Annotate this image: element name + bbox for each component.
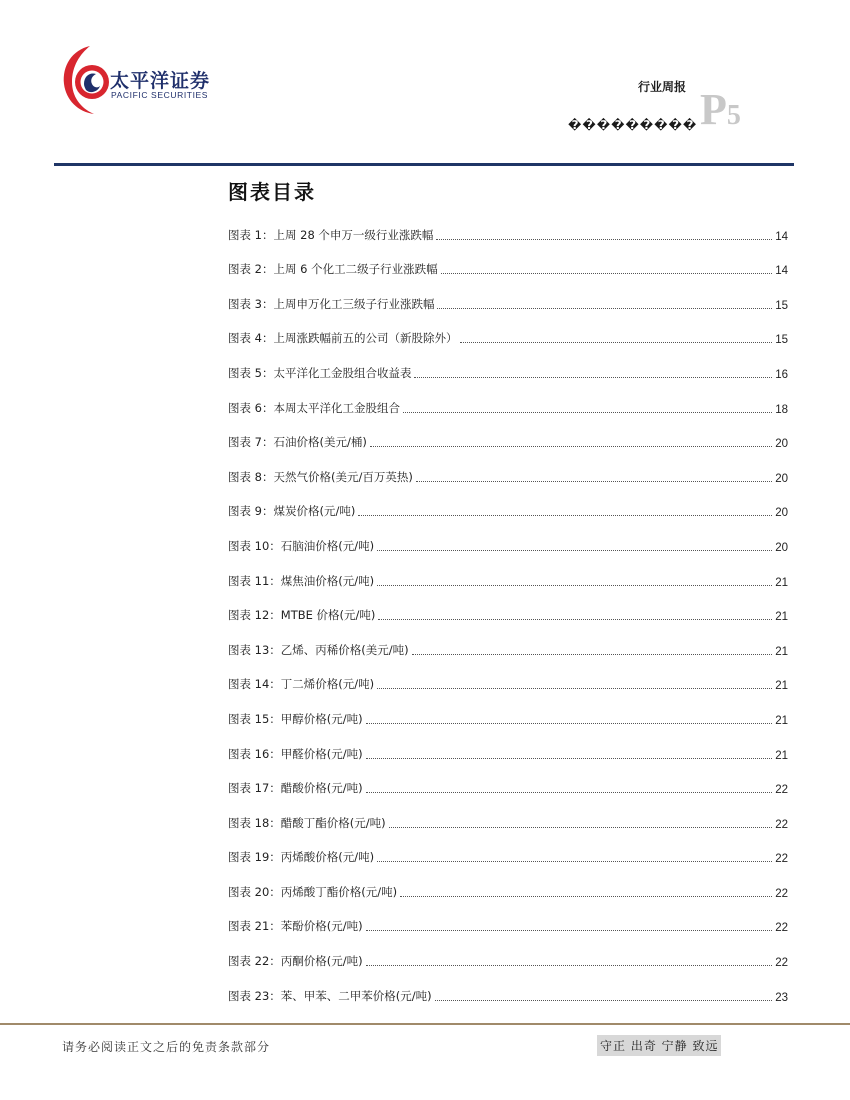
toc-entry-page: 21 bbox=[775, 611, 788, 624]
toc-entry-label: 图表 20：丙烯酸丁酯价格(元/吨) bbox=[228, 884, 398, 899]
toc-entry[interactable] bbox=[228, 704, 788, 739]
toc-entry[interactable] bbox=[228, 393, 788, 428]
toc-entry[interactable] bbox=[228, 566, 788, 601]
toc-leader-dots bbox=[366, 792, 773, 793]
toc-leader-dots bbox=[400, 896, 772, 897]
toc-entry-page: 16 bbox=[775, 368, 788, 381]
toc-entry[interactable] bbox=[228, 635, 788, 670]
toc-entry[interactable] bbox=[228, 670, 788, 705]
toc-entry-label: 图表 3：上周申万化工三级子行业涨跌幅 bbox=[228, 296, 435, 311]
toc-entry-page: 20 bbox=[775, 541, 788, 554]
toc-leader-dots bbox=[377, 861, 772, 862]
toc-entry-label: 图表 4：上周涨跌幅前五的公司（新股除外） bbox=[228, 331, 458, 346]
toc-leader-dots bbox=[377, 550, 772, 551]
toc-leader-dots bbox=[358, 515, 772, 516]
toc-entry[interactable] bbox=[228, 531, 788, 566]
toc-entry-page: 21 bbox=[775, 714, 788, 727]
toc-entry[interactable] bbox=[228, 981, 788, 1016]
toc-entry-label: 图表 22：丙酮价格(元/吨) bbox=[228, 954, 363, 969]
toc-leader-dots bbox=[366, 930, 773, 931]
header-divider bbox=[54, 163, 794, 166]
toc-entry-label: 图表 8：天然气价格(美元/百万英热) bbox=[228, 469, 413, 484]
toc-entry[interactable] bbox=[228, 877, 788, 912]
toc-entry-page: 18 bbox=[775, 403, 788, 416]
toc-leader-dots bbox=[437, 308, 772, 309]
toc-entry-page: 21 bbox=[775, 680, 788, 693]
toc-entry-label: 图表 7：石油价格(美元/桶) bbox=[228, 435, 367, 450]
toc-entry[interactable] bbox=[228, 255, 788, 290]
toc-entry-page: 22 bbox=[775, 922, 788, 935]
toc-entry[interactable] bbox=[228, 428, 788, 463]
disclaimer-note: 请务必阅读正文之后的免责条款部分 bbox=[62, 1040, 271, 1054]
page-letter: P bbox=[700, 85, 727, 134]
toc-entry-page: 22 bbox=[775, 818, 788, 831]
toc-leader-dots bbox=[366, 965, 773, 966]
toc-title: 图表目录 bbox=[228, 180, 316, 204]
toc-entry-label: 图表 16：甲醛价格(元/吨) bbox=[228, 746, 363, 761]
toc-entry[interactable] bbox=[228, 462, 788, 497]
toc-entry-page: 21 bbox=[775, 576, 788, 589]
toc-entry-page: 14 bbox=[775, 230, 788, 243]
toc-leader-dots bbox=[403, 412, 772, 413]
toc-leader-dots bbox=[412, 654, 773, 655]
toc-entry[interactable] bbox=[228, 220, 788, 255]
toc-leader-dots bbox=[436, 239, 772, 240]
toc-entry-label: 图表 19：丙烯酸价格(元/吨) bbox=[228, 850, 375, 865]
toc-entry-page: 15 bbox=[775, 334, 788, 347]
page-number: 5 bbox=[726, 100, 741, 131]
toc-entry-label: 图表 9：煤炭价格(元/吨) bbox=[228, 504, 356, 519]
toc-entry-page: 23 bbox=[775, 991, 788, 1004]
toc-leader-dots bbox=[414, 377, 772, 378]
toc-entry-page: 20 bbox=[775, 438, 788, 451]
toc-entry[interactable] bbox=[228, 324, 788, 359]
toc-entry-label: 图表 5：太平洋化工金股组合收益表 bbox=[228, 365, 412, 380]
toc-entry-page: 22 bbox=[775, 957, 788, 970]
toc-leader-dots bbox=[377, 585, 772, 586]
toc-leader-dots bbox=[416, 481, 772, 482]
toc-entry-label: 图表 21：苯酚价格(元/吨) bbox=[228, 919, 363, 934]
toc-entry-label: 图表 23：苯、甲苯、二甲苯价格(元/吨) bbox=[228, 988, 432, 1003]
toc-leader-dots bbox=[435, 1000, 773, 1001]
toc-entry[interactable] bbox=[228, 739, 788, 774]
toc-entry-label: 图表 18：醋酸丁酯价格(元/吨) bbox=[228, 815, 386, 830]
toc-entry-label: 图表 15：甲醇价格(元/吨) bbox=[228, 711, 363, 726]
toc-entry-label: 图表 13：乙烯、丙稀价格(美元/吨) bbox=[228, 642, 409, 657]
toc-entry-page: 20 bbox=[775, 472, 788, 485]
company-logo bbox=[60, 44, 230, 116]
toc-leader-dots bbox=[460, 342, 772, 343]
toc-entry[interactable] bbox=[228, 358, 788, 393]
toc-leader-dots bbox=[370, 446, 772, 447]
toc-entry[interactable] bbox=[228, 912, 788, 947]
toc-entry[interactable] bbox=[228, 946, 788, 981]
report-type: 行业周报 bbox=[637, 80, 686, 94]
toc-entry[interactable] bbox=[228, 774, 788, 809]
toc-entry-label: 图表 12：MTBE 价格(元/吨) bbox=[228, 608, 376, 623]
header-subtitle: ��������� bbox=[568, 118, 698, 132]
toc-entry[interactable] bbox=[228, 808, 788, 843]
toc-leader-dots bbox=[441, 273, 773, 274]
logo-name-en: PACIFIC SECURITIES bbox=[111, 90, 209, 100]
toc-leader-dots bbox=[366, 723, 773, 724]
toc-entry-page: 22 bbox=[775, 887, 788, 900]
toc-entry-label: 图表 14：丁二烯价格(元/吨) bbox=[228, 677, 375, 692]
toc-entry-label: 图表 2：上周 6 个化工二级子行业涨跌幅 bbox=[228, 262, 438, 277]
footer-divider bbox=[0, 1023, 850, 1025]
toc-entry-page: 22 bbox=[775, 853, 788, 866]
toc-entry[interactable] bbox=[228, 497, 788, 532]
toc-entry[interactable] bbox=[228, 601, 788, 636]
toc-entry[interactable] bbox=[228, 843, 788, 878]
company-motto: 守正 出奇 宁静 致远 bbox=[597, 1035, 721, 1056]
toc-entry-label: 图表 6：本周太平洋化工金股组合 bbox=[228, 400, 400, 415]
logo-name-cn: 太平洋证券 bbox=[110, 70, 211, 92]
toc-leader-dots bbox=[389, 827, 773, 828]
toc-entry-page: 21 bbox=[775, 749, 788, 762]
toc-leader-dots bbox=[378, 619, 772, 620]
toc-entry-page: 22 bbox=[775, 784, 788, 797]
toc-entry-label: 图表 17：醋酸价格(元/吨) bbox=[228, 781, 363, 796]
toc-entry-page: 20 bbox=[775, 507, 788, 520]
page-number-marker bbox=[700, 84, 741, 135]
toc-entry-label: 图表 11：煤焦油价格(元/吨) bbox=[228, 573, 375, 588]
toc-entry[interactable] bbox=[228, 289, 788, 324]
toc-entry-page: 14 bbox=[775, 265, 788, 278]
toc-entry-page: 21 bbox=[775, 645, 788, 658]
toc-list bbox=[228, 220, 788, 1016]
toc-entry-page: 15 bbox=[775, 299, 788, 312]
toc-leader-dots bbox=[366, 758, 773, 759]
toc-entry-label: 图表 10：石脑油价格(元/吨) bbox=[228, 538, 375, 553]
toc-entry-label: 图表 1：上周 28 个申万一级行业涨跌幅 bbox=[228, 227, 434, 242]
toc-leader-dots bbox=[377, 688, 772, 689]
pacific-logo-icon bbox=[60, 44, 110, 116]
